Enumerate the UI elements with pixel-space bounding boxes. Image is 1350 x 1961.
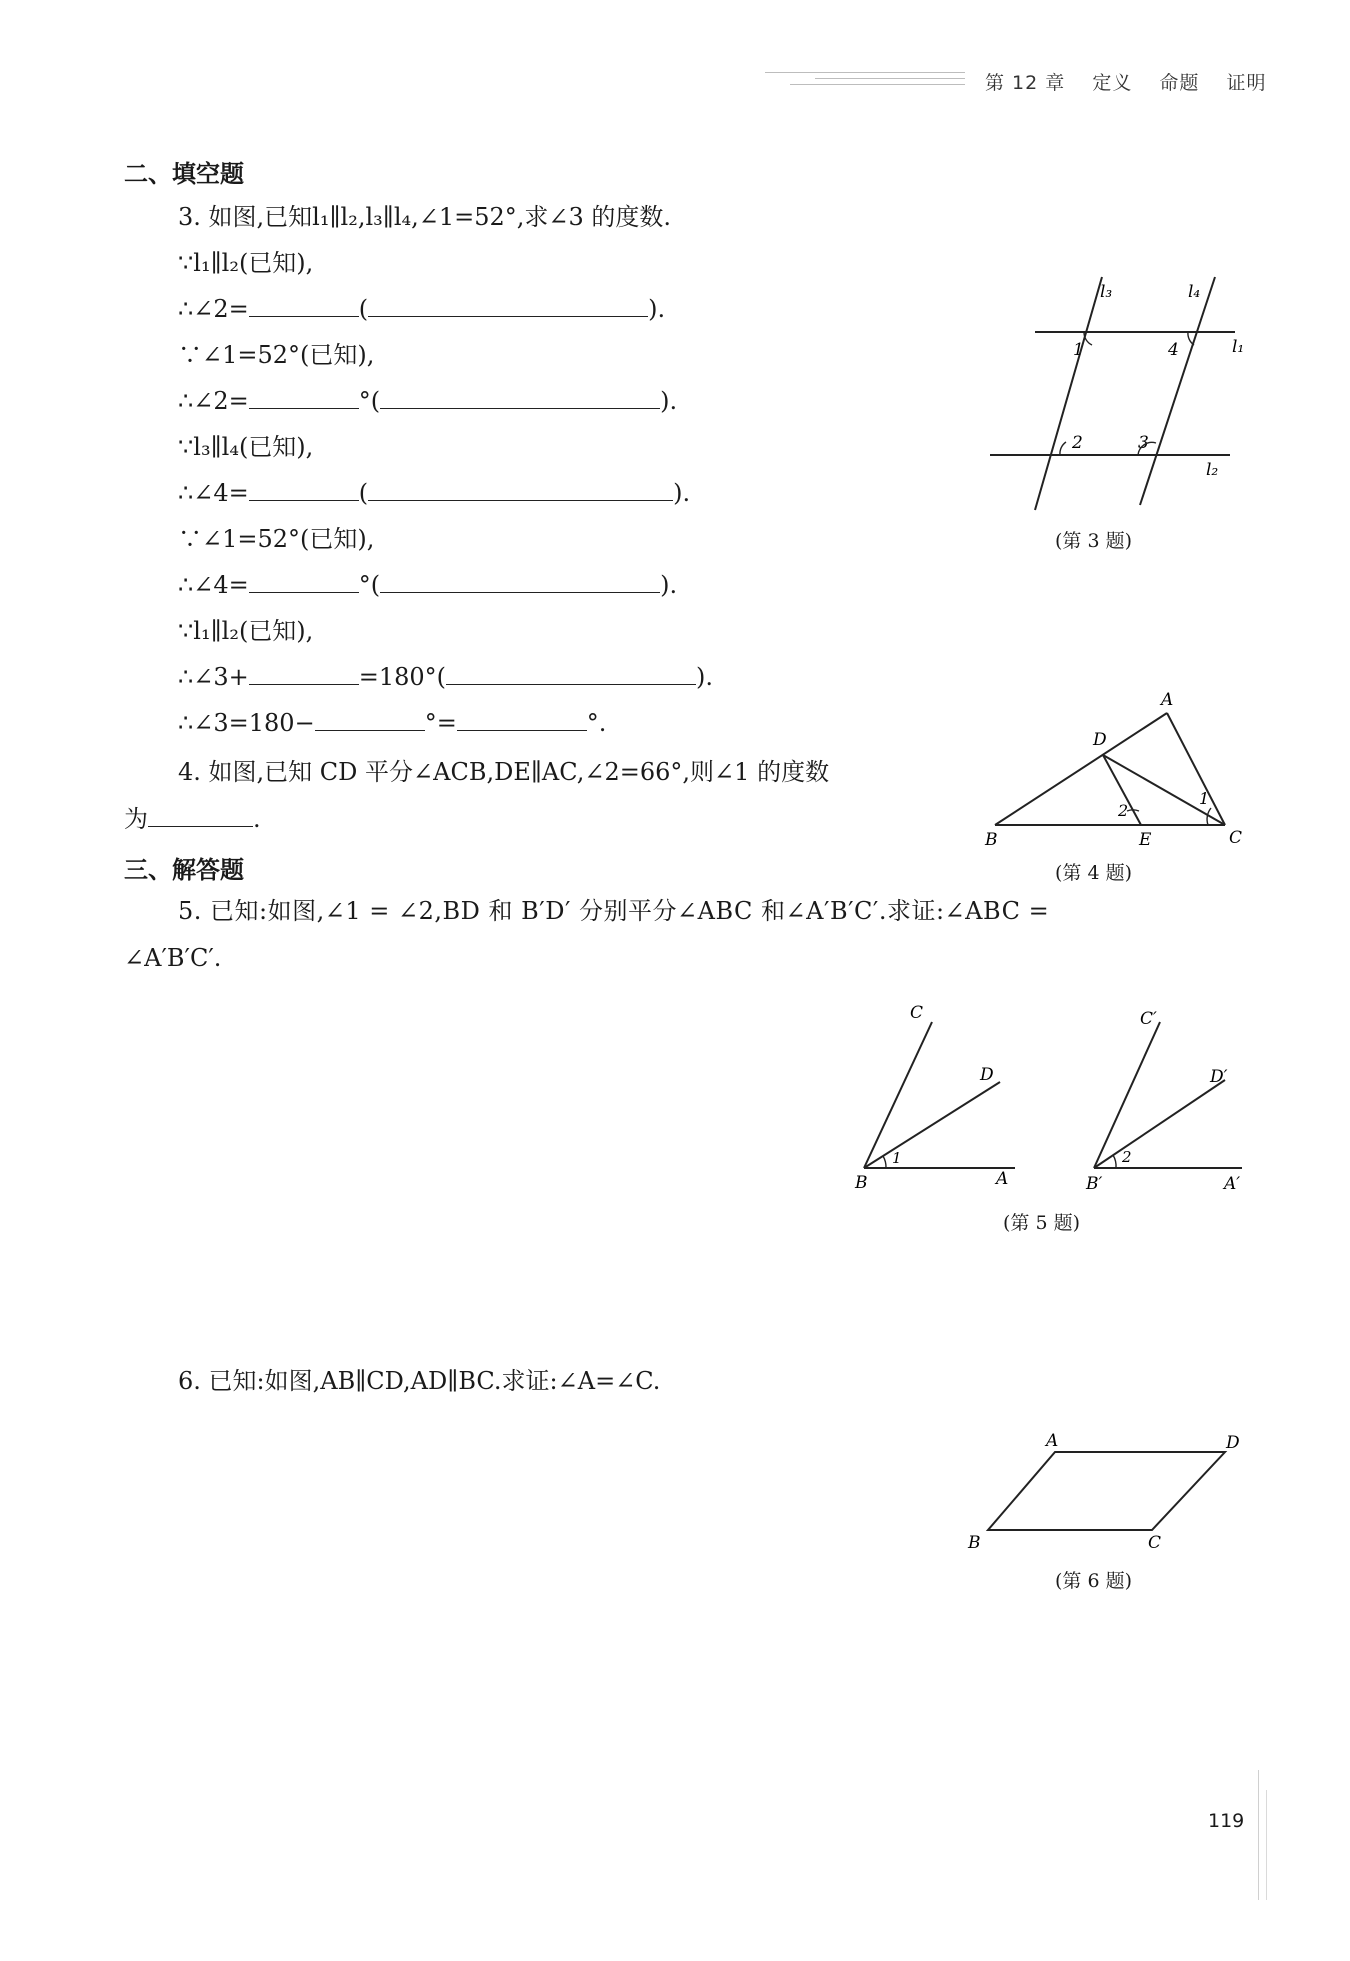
reason-blank[interactable] [446, 662, 696, 685]
answer-blank[interactable] [249, 386, 359, 409]
vertex-B: B [985, 830, 998, 850]
vertex-E: E [1139, 830, 1152, 850]
angle-label-3: 3 [1138, 433, 1149, 453]
edge-mark [1266, 1790, 1267, 1900]
section-heading: 三、解答题 [124, 856, 244, 884]
vertex-D: D [980, 1065, 994, 1085]
vertex-B: B [968, 1533, 981, 1553]
label-l3: l₃ [1100, 282, 1113, 302]
line-l3 [1035, 277, 1102, 510]
label-l2: l₂ [1206, 460, 1219, 480]
vertex-C: C [1148, 1533, 1162, 1553]
header-rule [765, 72, 965, 73]
segment-BA [995, 713, 1167, 825]
vertex-C: C [1229, 828, 1243, 848]
figure-5-caption: (第 5 题) [1003, 1212, 1080, 1234]
answer-blank[interactable] [315, 708, 425, 731]
reason-blank[interactable] [368, 478, 673, 501]
proof-step: ∴∠2= °( ). [178, 387, 678, 415]
vertex-A: A [1161, 690, 1174, 710]
header-topic: 命题 [1159, 72, 1200, 94]
figure-6-caption: (第 6 题) [1055, 1570, 1132, 1592]
proof-step: ∵∠1=52°(已知), [178, 525, 375, 553]
proof-step: ∴∠4= °( ). [178, 571, 678, 599]
answer-blank[interactable] [249, 662, 359, 685]
vertex-Bp: B′ [1086, 1174, 1103, 1194]
vertex-D: D [1093, 730, 1107, 750]
answer-blank[interactable] [249, 570, 359, 593]
figure-4 [975, 685, 1255, 855]
reason-blank[interactable] [368, 294, 648, 317]
figure-3-caption: (第 3 题) [1055, 530, 1132, 552]
proof-step: ∵l₁∥l₂(已知), [178, 249, 314, 277]
answer-blank[interactable] [249, 478, 359, 501]
vertex-A: A [1046, 1431, 1059, 1451]
proof-step: ∵l₁∥l₂(已知), [178, 617, 314, 645]
line-l4 [1140, 277, 1215, 505]
angle-label-1: 1 [1073, 340, 1084, 360]
answer-blank[interactable] [148, 804, 253, 827]
header-rule [815, 78, 965, 79]
problem-4-stem-end: 为 . [124, 805, 261, 833]
answer-blank[interactable] [249, 294, 359, 317]
problem-5-stem-end: ∠A′B′C′. [124, 944, 222, 972]
label-l1: l₁ [1232, 337, 1245, 357]
page-number: 119 [1208, 1810, 1245, 1832]
parallelogram-ABCD [988, 1452, 1225, 1530]
header-rule [790, 84, 965, 85]
figure-3 [980, 265, 1245, 525]
proof-step: ∴∠3+ =180°( ). [178, 663, 714, 691]
proof-step: ∵∠1=52°(已知), [178, 341, 375, 369]
vertex-A: A [996, 1169, 1009, 1189]
problem-3-stem: 3. 如图,已知l₁∥l₂,l₃∥l₄,∠1=52°,求∠3 的度数. [178, 203, 672, 231]
vertex-Dp: D′ [1210, 1067, 1228, 1087]
running-header [985, 68, 1286, 95]
angle-label-2: 2 [1072, 433, 1083, 453]
figure-6 [960, 1430, 1260, 1560]
problem-6-stem: 6. 已知:如图,AB∥CD,AD∥BC.求证:∠A=∠C. [178, 1367, 661, 1395]
header-chapter: 第 12 章 [985, 72, 1066, 94]
reason-blank[interactable] [380, 570, 660, 593]
proof-step: ∴∠2= ( ). [178, 295, 666, 323]
angle-label-2: 2 [1122, 1148, 1132, 1166]
figure-4-caption: (第 4 题) [1055, 862, 1132, 884]
problem-5-stem: 5. 已知:如图,∠1 = ∠2,BD 和 B′D′ 分别平分∠ABC 和∠A′B′C′.求证:∠ABC = [178, 897, 1050, 925]
vertex-Ap: A′ [1224, 1174, 1241, 1194]
answer-blank[interactable] [457, 708, 587, 731]
proof-step: ∵l₃∥l₄(已知), [178, 433, 314, 461]
problem-4-stem: 4. 如图,已知 CD 平分∠ACB,DE∥AC,∠2=66°,则∠1 的度数 [178, 758, 830, 786]
vertex-Cp: C′ [1140, 1009, 1157, 1029]
vertex-B: B [855, 1173, 868, 1193]
vertex-D: D [1226, 1433, 1240, 1453]
edge-mark [1258, 1770, 1259, 1900]
angle-label-1: 1 [892, 1149, 902, 1167]
angle-label-2: 2 [1118, 801, 1129, 820]
proof-step: ∴∠4= ( ). [178, 479, 691, 507]
header-topic: 证明 [1226, 72, 1267, 94]
angle-label-1: 1 [1199, 789, 1210, 808]
vertex-C: C [910, 1003, 924, 1023]
header-topic: 定义 [1092, 72, 1133, 94]
reason-blank[interactable] [380, 386, 660, 409]
angle-label-4: 4 [1168, 340, 1179, 360]
section-heading: 二、填空题 [124, 160, 244, 188]
label-l4: l₄ [1188, 282, 1201, 302]
proof-step: ∴∠3=180− °= °. [178, 709, 607, 737]
figure-5 [850, 1000, 1260, 1200]
